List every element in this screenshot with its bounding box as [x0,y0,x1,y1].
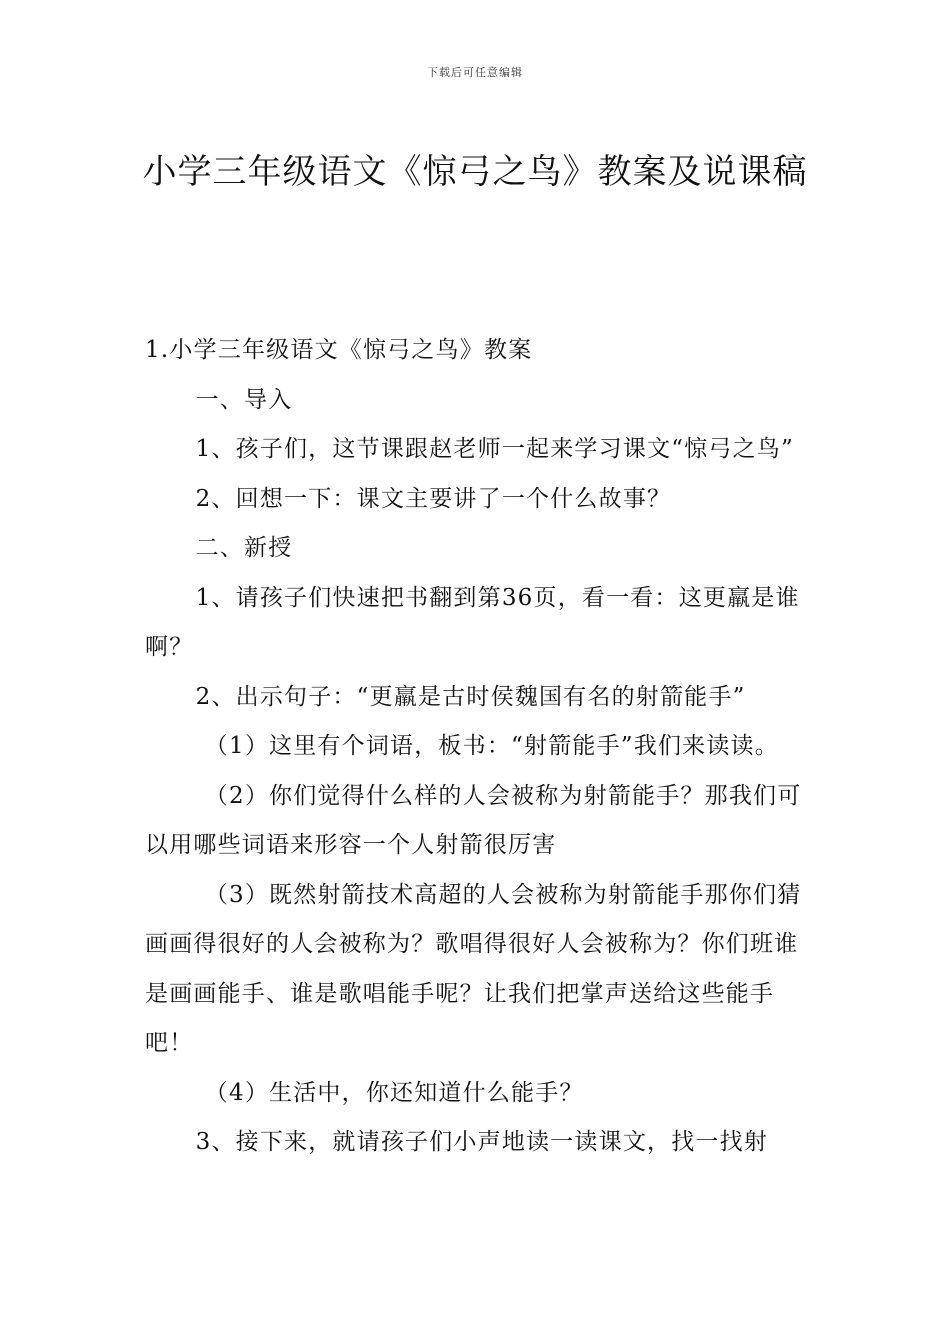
document-body [145,326,810,1168]
header-note: 下载后可任意编辑 [427,66,523,79]
section-heading-lesson-plan: 1.小学三年级语文《惊弓之鸟》教案 [145,337,533,363]
paragraph: （1）这里有个词语，板书：“射箭能手”我们来读读。 [204,733,779,759]
section-heading-introduction: 一、导入 [195,386,293,413]
paragraph: （3）既然射箭技术高超的人会被称为射箭能手那你们猜画画得很好的人会被称为？歌唱得很好人会被称为？你们班谁是画画能手、谁是歌唱能手呢？让我们把掌声送给这些能手吧！ [145,881,802,1056]
document-title: 小学三年级语文《惊弓之鸟》教案及说课稿 [142,151,808,192]
paragraph: 1、请孩子们快速把书翻到第36页，看一看：这更羸是谁啊？ [145,584,800,660]
paragraph: （4）生活中，你还知道什么能手？ [204,1079,584,1106]
paragraph: （2）你们觉得什么样的人会被称为射箭能手？那我们可以用哪些词语来形容一个人射箭很厉害 [145,782,802,858]
paragraph: 1、孩子们，这节课跟赵老师一起来学习课文“惊弓之鸟” [195,436,794,462]
section-heading-new-lesson: 二、新授 [195,535,293,561]
paragraph: 2、出示句子：“更羸是古时侯魏国有名的射箭能手” [195,683,746,710]
paragraph: 3、接下来，就请孩子们小声地读一读课文，找一找射 [195,1129,769,1155]
paragraph: 2、回想一下：课文主要讲了一个什么故事？ [195,485,672,512]
